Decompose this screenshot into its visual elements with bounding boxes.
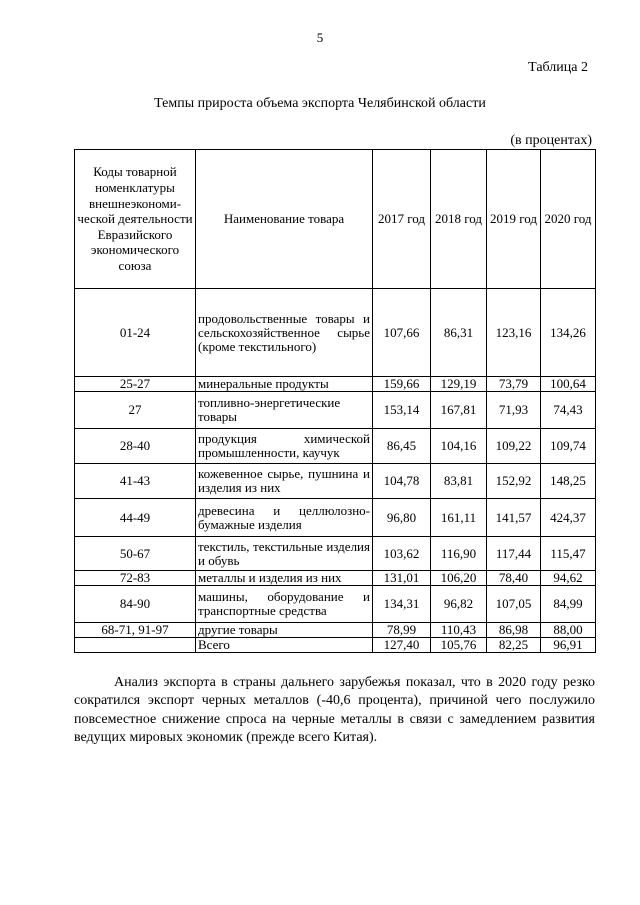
cell-2019: 71,93 — [487, 392, 541, 429]
header-2017: 2017 год — [373, 150, 431, 289]
cell-code: 01-24 — [75, 289, 196, 377]
cell-code: 50-67 — [75, 537, 196, 571]
table-row — [75, 289, 596, 377]
cell-2020: 134,26 — [541, 289, 596, 377]
table-row — [75, 429, 596, 464]
cell-2018: 105,76 — [431, 638, 487, 653]
cell-code: 28-40 — [75, 429, 196, 464]
cell-name: древесина и целлюлозно-бумажные изделия — [196, 499, 373, 537]
cell-2020: 148,25 — [541, 464, 596, 499]
cell-name: другие товары — [196, 623, 373, 638]
cell-2017: 86,45 — [373, 429, 431, 464]
cell-2020: 74,43 — [541, 392, 596, 429]
cell-name: топливно-энергетические товары — [196, 392, 373, 429]
cell-code: 72-83 — [75, 571, 196, 586]
cell-name: металлы и изделия из них — [196, 571, 373, 586]
cell-code: 68-71, 91-97 — [75, 623, 196, 638]
cell-2020: 424,37 — [541, 499, 596, 537]
cell-2019: 123,16 — [487, 289, 541, 377]
cell-2018: 86,31 — [431, 289, 487, 377]
table-row — [75, 377, 596, 392]
analysis-paragraph: Анализ экспорта в страны дальнего зарубежья показал, что в 2020 году резко сократился экспорт черных металлов (-40,6 процента), причиной чего послужило повсеместное снижение спроса на черные металлы в связи с замедлением развития ведущих мировых экономик (прежде всего Китая). — [74, 675, 595, 745]
unit-note: (в процентах) — [510, 133, 592, 148]
cell-2019: 152,92 — [487, 464, 541, 499]
cell-2020: 88,00 — [541, 623, 596, 638]
table-row — [75, 537, 596, 571]
cell-code: 27 — [75, 392, 196, 429]
table-label: Таблица 2 — [528, 60, 588, 75]
cell-name: продовольственные товары и сельскохозяйственное сырье (кроме текстильного) — [196, 289, 373, 377]
cell-2017: 78,99 — [373, 623, 431, 638]
cell-name: минеральные продукты — [196, 377, 373, 392]
cell-2018: 83,81 — [431, 464, 487, 499]
cell-code: 41-43 — [75, 464, 196, 499]
cell-code: 84-90 — [75, 586, 196, 623]
header-code: Коды товарной номенклатуры внешнеэкономи-ческой деятельности Евразийского экономического союза — [75, 150, 196, 289]
header-name: Наименование товара — [196, 150, 373, 289]
header-2019: 2019 год — [487, 150, 541, 289]
cell-2018: 167,81 — [431, 392, 487, 429]
cell-2020: 94,62 — [541, 571, 596, 586]
cell-2020: 84,99 — [541, 586, 596, 623]
cell-name: Всего — [196, 638, 373, 653]
cell-code: 44-49 — [75, 499, 196, 537]
cell-2019: 141,57 — [487, 499, 541, 537]
table-row — [75, 464, 596, 499]
cell-name: машины, оборудование и транспортные средства — [196, 586, 373, 623]
cell-2017: 127,40 — [373, 638, 431, 653]
cell-2018: 110,43 — [431, 623, 487, 638]
table-total-row — [75, 638, 596, 653]
cell-code — [75, 638, 196, 653]
table-row — [75, 586, 596, 623]
cell-2017: 159,66 — [373, 377, 431, 392]
header-2018: 2018 год — [431, 150, 487, 289]
cell-2019: 86,98 — [487, 623, 541, 638]
cell-2019: 78,40 — [487, 571, 541, 586]
cell-2019: 109,22 — [487, 429, 541, 464]
cell-code: 25-27 — [75, 377, 196, 392]
cell-2018: 129,19 — [431, 377, 487, 392]
cell-2018: 161,11 — [431, 499, 487, 537]
cell-2018: 106,20 — [431, 571, 487, 586]
cell-2017: 104,78 — [373, 464, 431, 499]
cell-2017: 96,80 — [373, 499, 431, 537]
cell-2020: 115,47 — [541, 537, 596, 571]
cell-2017: 107,66 — [373, 289, 431, 377]
cell-2017: 134,31 — [373, 586, 431, 623]
cell-2019: 73,79 — [487, 377, 541, 392]
cell-2020: 100,64 — [541, 377, 596, 392]
table-row — [75, 623, 596, 638]
cell-name: кожевенное сырье, пушнина и изделия из них — [196, 464, 373, 499]
cell-2020: 96,91 — [541, 638, 596, 653]
cell-2017: 103,62 — [373, 537, 431, 571]
cell-name: продукция химической промышленности, каучук — [196, 429, 373, 464]
page-number: 5 — [316, 30, 324, 45]
export-growth-table — [74, 149, 596, 653]
cell-2019: 117,44 — [487, 537, 541, 571]
cell-2019: 107,05 — [487, 586, 541, 623]
cell-2018: 116,90 — [431, 537, 487, 571]
cell-2017: 131,01 — [373, 571, 431, 586]
cell-2019: 82,25 — [487, 638, 541, 653]
cell-name: текстиль, текстильные изделия и обувь — [196, 537, 373, 571]
table-row — [75, 571, 596, 586]
cell-2018: 96,82 — [431, 586, 487, 623]
cell-2018: 104,16 — [431, 429, 487, 464]
table-header-row — [75, 150, 596, 289]
table-row — [75, 499, 596, 537]
header-2020: 2020 год — [541, 150, 596, 289]
table-title: Темпы прироста объема экспорта Челябинской области — [154, 96, 486, 111]
cell-2020: 109,74 — [541, 429, 596, 464]
cell-2017: 153,14 — [373, 392, 431, 429]
table-row — [75, 392, 596, 429]
